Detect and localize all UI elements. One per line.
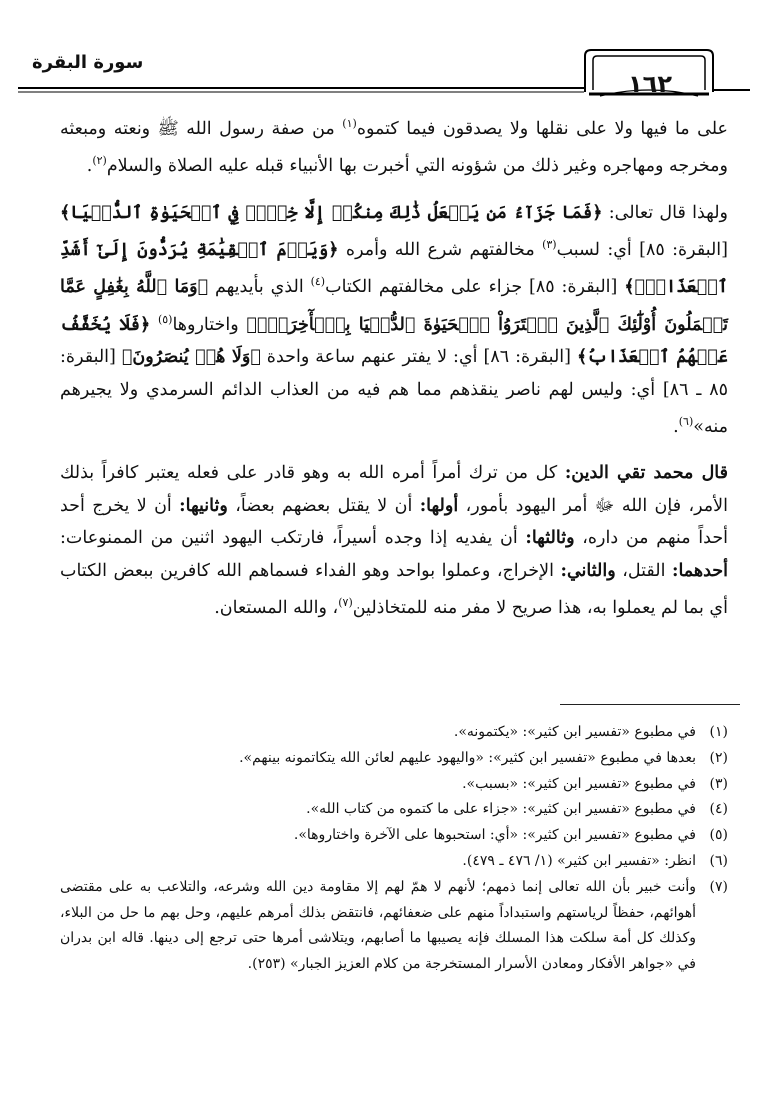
footnote-divider [560,704,740,705]
footnote-number: (٤) [709,801,728,818]
footnote-text: انظر: «تفسير ابن كثير» (١/ ٤٧٦ ـ ٤٧٩). [462,852,696,869]
footnote-item [60,797,728,823]
footnote-text: في مطبوع «تفسير ابن كثير»: «أي: استحبوها على الآخرة واختاروها». [293,827,696,844]
text-span: . [86,156,93,177]
bold-term: أولها: [419,495,459,516]
text-span: الإخراج، وعملوا بواحد وهو الفداء فسماهم الله كافرين ببعض الكتاب أي بما لم يعملوا به، هذا صريح لا مفر منه للمتخاذلين [60,560,728,619]
quran-verse: ﴿فَمَا جَزَآءُ مَن يَفۡعَلُ ذَٰلِكَ مِنكُمۡ إِلَّا خِزۡيٞ فِي ٱلۡحَيَوٰةِ ٱلدُّنۡيَا﴾ [60,202,603,223]
text-span: الذي بأيديهم [208,277,311,298]
footnote-ref: (١) [342,117,357,130]
text-span: كل من ترك أمراً أمره الله به وهو قادر على فعله يعتبر كافراً بذلك الأمر، فإن الله ﷻ أمر اليهود بأمور، [60,463,728,516]
paragraph-1 [60,108,728,183]
footnote-text: في مطبوع «تفسير ابن كثير»: «جزاء على ما كتموه من كتاب الله». [306,801,696,818]
footnote-ref: (٤) [310,275,326,289]
text-span: ، والله المستعان. [214,598,339,619]
footnote-number: (٥) [709,827,728,844]
text-span: أن يفديه إذا وجده أسيراً، فارتكب اليهود اثنين من الممنوعات: [60,528,526,549]
text-span: أن لا يقتل بعضهم بعضاً، [227,495,420,516]
bold-term: والثاني: [560,560,616,581]
text-span: مخالفتهم شرع الله وأمره [338,239,543,260]
footnote-number: (٦) [709,852,728,869]
main-text [60,108,728,625]
text-span: [البقرة: ٨٥ ـ ٨٦] أي: وليس لهم ناصر ينقذهم مما هم فيه من العذاب الدائم السرمدي ولا يجيرهم منه» [60,347,728,437]
quran-verse: ﴿فَلَا يُخَفَّفُ عَنۡهُمُ ٱلۡعَذَابُ﴾ [60,314,729,368]
footnote-number: (١) [709,724,728,740]
footnote-ref: (٢) [92,154,107,168]
footnote-item [60,849,728,875]
footnote-item [60,772,728,798]
footnotes [60,720,728,978]
footnote-number: (٧) [709,878,728,895]
surah-name: سورة البقرة [32,52,144,73]
footnote-number: (٢) [709,749,728,766]
text-span: أن لا يخرج أحد أحداً منهم من داره، [60,495,729,549]
page-header [10,34,750,104]
page-number: ١٦٢ [628,70,672,98]
quran-verse: ﴿وَيَوۡمَ ٱلۡقِيَٰمَةِ يُرَدُّونَ إِلَىٰٓ أَشَدِّ ٱلۡعَذَابِۗ﴾ [60,239,728,298]
footnote-text: بعدها في مطبوع «تفسير ابن كثير»: «واليهود عليهم لعائن الله يتكاتمونه بينهم». [239,749,696,766]
text-span: من صفة رسول الله ﷺ ونعته ومبعثه ومخرجه ومهاجره وغير ذلك من شؤونه التي أخبرت بها الأنبياء قبله عليه الصلاة والسلام [60,118,728,177]
footnote-ref: (٧) [338,596,353,610]
paragraph-3 [60,457,728,624]
footnote-ref: (٦) [678,415,694,429]
text-span: . [673,416,679,437]
author-label: قال محمد تقي الدين: [564,463,728,484]
text-span: واختاروها [172,314,247,335]
text-span: [البقرة: ٨٥] أي: لسبب [556,239,728,260]
quran-verse: ﴿وَلَا هُمۡ يُنصَرُونَ﴾ [121,347,261,368]
footnote-number: (٣) [709,775,728,792]
footnote-item [60,823,728,849]
footnote-text: في مطبوع «تفسير ابن كثير»: «بسبب». [462,775,696,792]
footnote-ref: (٣) [542,238,557,252]
footnote-ref: (٥) [157,312,173,326]
bold-term: وثالثها: [525,528,575,549]
text-span: [البقرة: ٨٥] جزاء على مخالفتهم الكتاب [325,277,625,298]
footnote-text: وأنت خبير بأن الله تعالى إنما ذمهم؛ لأنهم لا همّ لهم إلا مقاومة دين الله وشرعه، والتلاعب به على مقتضى أهوائهم، حفظاً لرياستهم واستبداداً منهم على ضعفائهم، فانتقض بذلك أمرهم عليهم، وحل بهم ما حل من البلاء، وكذلك كل أمة سلكت هذا المسلك فإنه يصيبها ما أصابهم، ويتلاشى أمرها حتى ترجع إلى دينها. قاله ابن بدران في «جواهر الأفكار ومعادن الأسرار المستخرجة من كلام العزيز الجبار» (٢٥٣). [60,878,696,973]
footnote-text: في مطبوع «تفسير ابن كثير»: «يكتمونه». [453,724,696,740]
footnote-item [60,720,728,746]
bold-term: وثانيها: [179,495,228,516]
quran-verse: ﴿وَمَا ٱللَّهُ بِغَٰفِلٍ عَمَّا تَعۡمَلُونَ أُوْلَٰٓئِكَ ٱلَّذِينَ ٱشۡتَرَوُاْ ٱلۡحَيَوٰةَ ٱلدُّنۡيَا بِٱلۡأٓخِرَةِۖ﴾ [60,277,728,335]
text-span [150,315,158,335]
text-span: [البقرة: ٨٦] أي: لا يفتر عنهم ساعة واحدة [260,347,577,368]
text-span: على ما فيها ولا على نقلها ولا يصدقون فيما كتموه [356,118,728,139]
bold-term: أحدهما: [671,560,728,581]
paragraph-2 [60,197,728,444]
footnote-item [60,875,728,978]
footnote-item [60,746,728,772]
text-span: ولهذا قال تعالى: [602,202,728,223]
text-span: القتل، [615,560,672,581]
